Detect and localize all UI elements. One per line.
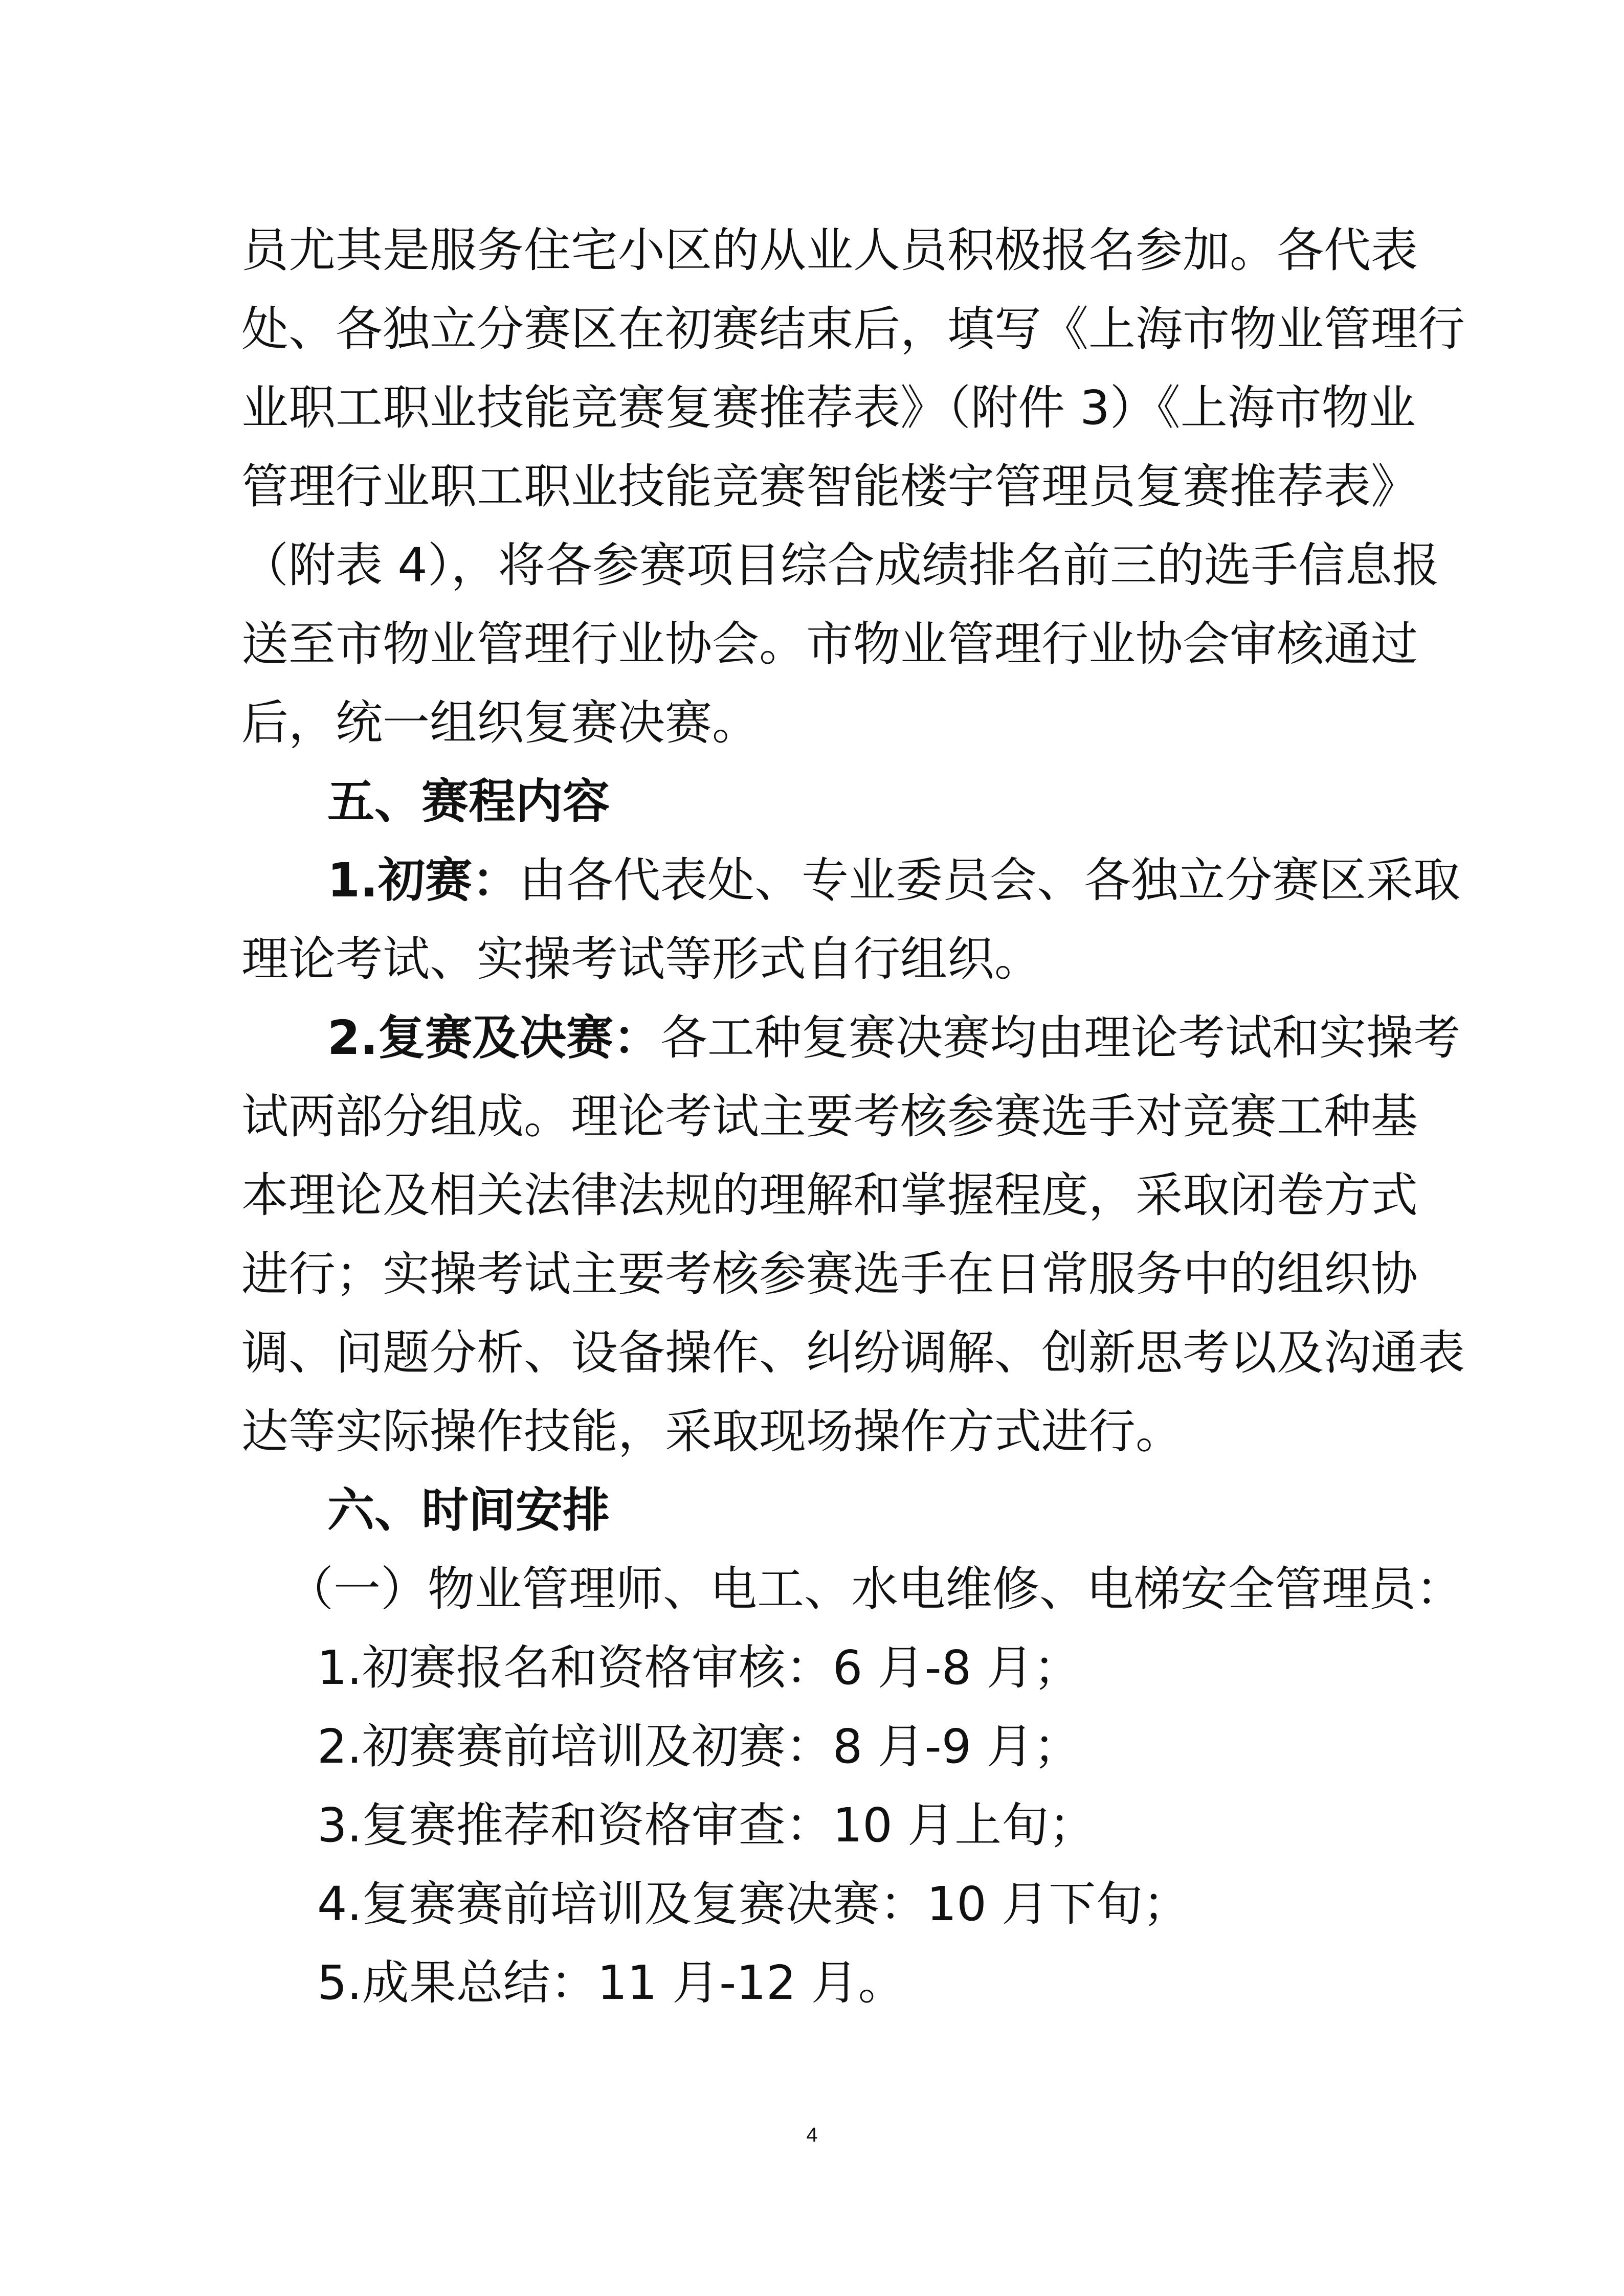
section-heading-time-arrangement: 六、时间安排 <box>327 1483 610 1538</box>
paragraph-line: 处、各独立分赛区在初赛结束后，填写《上海市物业管理行 <box>241 302 1465 356</box>
section-heading-schedule-content: 五、赛程内容 <box>327 774 610 829</box>
semifinal-final-line <box>327 1007 1460 1069</box>
preliminary-round-text: 由各代表处、专业委员会、各独立分赛区采取 <box>519 853 1460 908</box>
semifinal-final-label: 2.复赛及决赛： <box>327 1010 660 1065</box>
schedule-item: 2.初赛赛前培训及初赛：8 月-9 月； <box>317 1719 1081 1774</box>
paragraph-line: 理论考试、实操考试等形式自行组织。 <box>241 932 1042 986</box>
paragraph-line: 管理行业职工职业技能竞赛智能楼宇管理员复赛推荐表》 <box>241 459 1418 514</box>
schedule-item: 3.复赛推荐和资格审查：10 月上旬； <box>317 1798 1096 1853</box>
semifinal-final-text: 各工种复赛决赛均由理论考试和实操考 <box>660 1010 1460 1065</box>
page-number: 4 <box>806 2124 818 2146</box>
preliminary-round-label: 1.初赛： <box>327 853 519 908</box>
paragraph-line: 进行；实操考试主要考核参赛选手在日常服务中的组织协 <box>241 1247 1418 1301</box>
paragraph-line: 试两部分组成。理论考试主要考核参赛选手对竞赛工种基 <box>241 1089 1418 1144</box>
paragraph-line: 调、问题分析、设备操作、纠纷调解、创新思考以及沟通表 <box>241 1325 1465 1380</box>
subsection-heading: （一）物业管理师、电工、水电维修、电梯安全管理员： <box>286 1562 1463 1616</box>
schedule-item: 5.成果总结：11 月-12 月。 <box>317 1955 905 2010</box>
schedule-item: 1.初赛报名和资格审核：6 月-8 月； <box>317 1640 1081 1695</box>
preliminary-round-line <box>327 850 1460 911</box>
paragraph-line: 达等实际操作技能，采取现场操作方式进行。 <box>241 1404 1183 1459</box>
paragraph-line: （附表 4），将各参赛项目综合成绩排名前三的选手信息报 <box>241 538 1439 593</box>
paragraph-line: 员尤其是服务住宅小区的从业人员积极报名参加。各代表 <box>241 223 1418 278</box>
paragraph-line: 后，统一组织复赛决赛。 <box>241 695 760 750</box>
paragraph-line: 业职工职业技能竞赛复赛推荐表》（附件 3）《上海市物业 <box>241 380 1416 435</box>
paragraph-line: 送至市物业管理行业协会。市物业管理行业协会审核通过 <box>241 617 1418 671</box>
schedule-item: 4.复赛赛前培训及复赛决赛：10 月下旬； <box>317 1877 1190 1931</box>
paragraph-line: 本理论及相关法律法规的理解和掌握程度，采取闭卷方式 <box>241 1168 1418 1223</box>
